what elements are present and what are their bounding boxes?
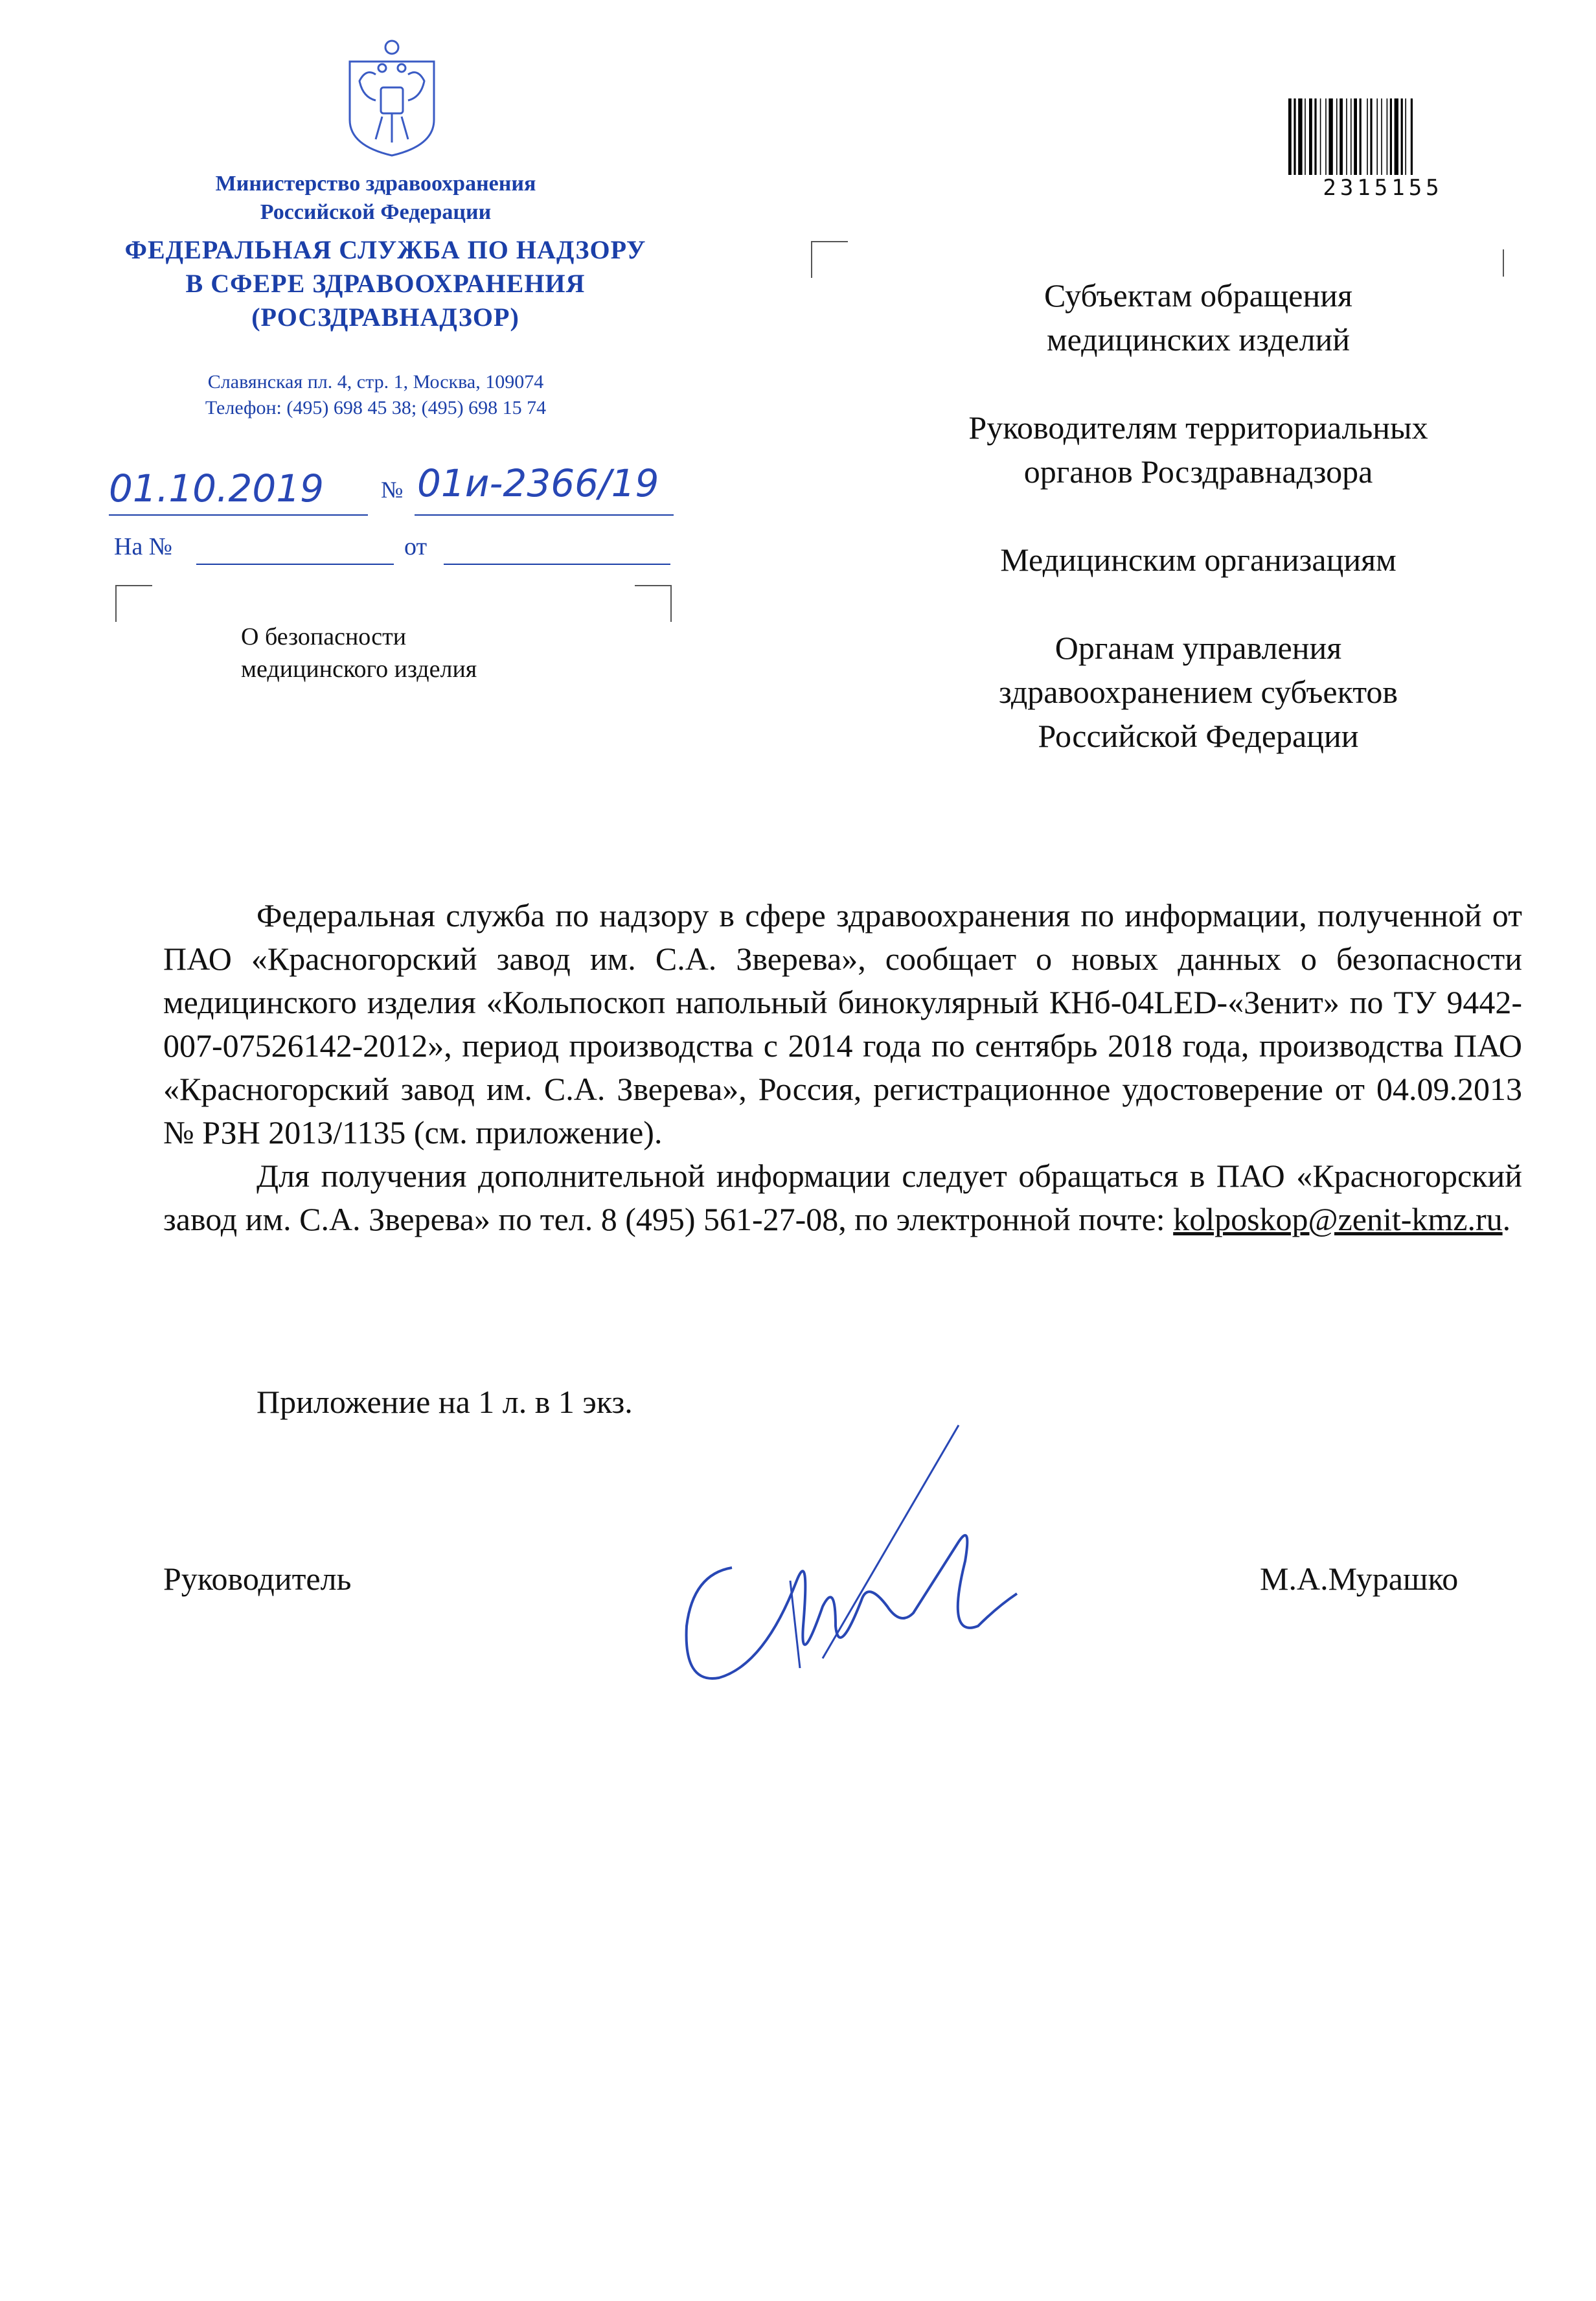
- ministry-line-1: Министерство здравоохранения: [215, 172, 536, 196]
- addressee-corner-right: [1503, 249, 1504, 277]
- registration-date: 01.10.2019: [109, 466, 325, 510]
- barcode-number: 2315155: [1323, 175, 1443, 201]
- barcode-bar: [1405, 98, 1406, 175]
- letter-body: [163, 894, 1522, 1241]
- service-address: [117, 369, 635, 421]
- barcode-bar: [1314, 98, 1316, 175]
- barcode-bar: [1351, 98, 1352, 175]
- service-line-1: ФЕДЕРАЛЬНАЯ СЛУЖБА ПО НАДЗОРУ: [124, 235, 646, 264]
- body-paragraph-2-end: .: [1502, 1201, 1511, 1237]
- barcode-bar: [1370, 98, 1372, 175]
- corner-mark-top-left: [115, 585, 152, 622]
- barcode-bar: [1401, 98, 1403, 175]
- phone-line: Телефон: (495) 698 45 38; (495) 698 15 74: [205, 397, 547, 418]
- barcode-bar: [1328, 98, 1332, 175]
- service-line-2: В СФЕРЕ ЗДРАВООХРАНЕНИЯ: [185, 269, 586, 298]
- barcode-bar: [1387, 98, 1388, 175]
- addressee-2-line-2: органов Росздравнадзора: [1023, 453, 1373, 490]
- number-mark: №: [381, 477, 404, 503]
- barcode-bar: [1411, 98, 1413, 175]
- number-underline: [415, 512, 674, 518]
- service-name: [84, 233, 687, 334]
- body-paragraph-2: [163, 1154, 1522, 1241]
- barcode-bar: [1320, 98, 1321, 175]
- reply-to-label: На №: [114, 533, 173, 560]
- ministry-line-2: Российской Федерации: [260, 200, 492, 224]
- ministry-name: [149, 170, 602, 227]
- service-line-3: (РОСЗДРАВНАДЗОР): [251, 303, 519, 332]
- barcode-bar: [1340, 98, 1343, 175]
- barcode-bar: [1298, 98, 1302, 175]
- addressee-1: [874, 273, 1522, 361]
- barcode-bar: [1395, 98, 1398, 175]
- addressee-3: [874, 538, 1522, 582]
- date-underline: [109, 512, 368, 518]
- barcode-bar: [1390, 98, 1392, 175]
- subject-line-1: О безопасности: [241, 623, 407, 650]
- from-label: от: [404, 533, 428, 560]
- addressee-1-line-1: Субъектам обращения: [1044, 277, 1352, 314]
- reply-to-blank: [196, 564, 394, 565]
- letter-subject: [241, 621, 565, 685]
- barcode-bar: [1354, 98, 1357, 175]
- barcode-bar: [1294, 98, 1295, 175]
- body-paragraph-2-text: Для получения дополнительной информации следует обращаться в ПАО «Красногорский завод им. С.А. Зверева» по тел. 8 (495) 561-27-08, по электронной почте:: [163, 1158, 1522, 1237]
- addressee-4-line-1: Органам управления: [1054, 630, 1342, 666]
- barcode-bar: [1367, 98, 1368, 175]
- addressee-2: [874, 406, 1522, 494]
- barcode-bar: [1336, 98, 1338, 175]
- barcode-bar: [1325, 98, 1327, 175]
- barcode-bar: [1381, 98, 1382, 175]
- barcode-image: [1286, 98, 1480, 175]
- addressee-corner-left: [811, 241, 848, 278]
- barcode-bar: [1346, 98, 1347, 175]
- coat-of-arms-emblem: [337, 36, 447, 159]
- email-link[interactable]: kolposkop@zenit-kmz.ru: [1173, 1201, 1503, 1237]
- barcode-bar: [1309, 98, 1312, 175]
- handwritten-signature: [674, 1412, 1062, 1723]
- from-blank: [444, 564, 670, 565]
- addressee-1-line-2: медицинских изделий: [1046, 321, 1351, 358]
- corner-mark-top-right: [635, 585, 672, 622]
- barcode-bar: [1288, 98, 1292, 175]
- addressee-4-line-2: здравоохранением субъектов: [998, 674, 1398, 710]
- address-line: Славянская пл. 4, стр. 1, Москва, 109074: [207, 371, 544, 393]
- barcode-bar: [1360, 98, 1362, 175]
- body-paragraph-1: Федеральная служба по надзору в сфере здравоохранения по информации, полученной от ПАО «Красногорский завод им. С.А. Зверева», сообщает о новых данных о безопасности медицинского изделия «Кольпоскоп напольный бинокулярный КНб-04LED-«Зенит» по ТУ 9442-007-07526142-2012», период производства с 2014 года по сентябрь 2018 года, производства ПАО «Красногорский завод им. С.А. Зверева», Россия, регистрационное удостоверение от 04.09.2013 № РЗН 2013/1135 (см. приложение).: [163, 897, 1522, 1150]
- signer-title: Руководитель: [163, 1561, 352, 1597]
- barcode-bar: [1376, 98, 1378, 175]
- barcode-bar: [1305, 98, 1306, 175]
- addressee-4: [874, 626, 1522, 758]
- subject-line-2: медицинского изделия: [241, 656, 477, 683]
- addressee-3-line-1: Медицинским организациям: [1000, 542, 1396, 578]
- registration-number: 01и-2366/19: [417, 461, 659, 505]
- signer-name: М.А.Мурашко: [1260, 1561, 1459, 1597]
- attachment-note: Приложение на 1 л. в 1 экз.: [256, 1384, 633, 1420]
- addressee-2-line-1: Руководителям территориальных: [968, 409, 1428, 446]
- addressee-4-line-3: Российской Федерации: [1038, 718, 1359, 754]
